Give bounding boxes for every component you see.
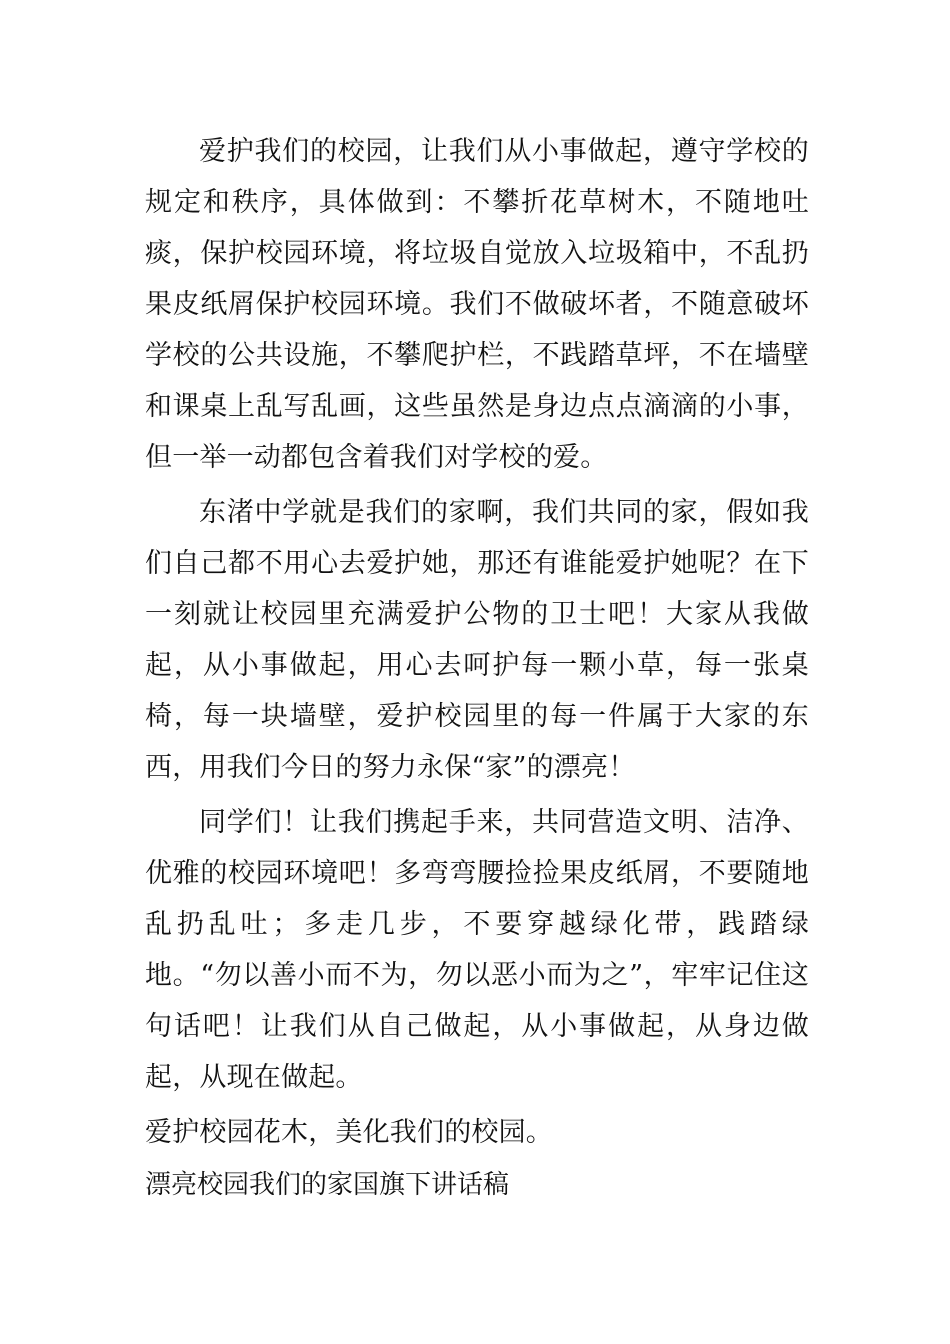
document-footer-title: 漂亮校园我们的家国旗下讲话稿 bbox=[145, 1170, 510, 1200]
paragraph-3: 同学们！让我们携起手来，共同营造文明、洁净、优雅的校园环境吧！多弯弯腰捡捡果皮纸屑，不要随地乱扔乱吐；多走几步，不要穿越绿化带，践踏绿地。“勿以善小而不为，勿以恶小而为之”，牢牢记住这句话吧！让我们从自己做起，从小事做起，从身边做起，从现在做起。 bbox=[145, 807, 809, 1093]
paragraph-2: 东渚中学就是我们的家啊，我们共同的家，假如我们自己都不用心去爱护她，那还有谁能爱护她呢？在下一刻就让校园里充满爱护公物的卫士吧！大家从我做起，从小事做起，用心去呵护每一颗小草，每一张桌椅，每一块墙壁，爱护校园里的每一件属于大家的东西，用我们今日的努力永保“家”的漂亮！ bbox=[145, 497, 809, 783]
paragraph-4: 爱护校园花木，美化我们的校园。 bbox=[145, 1117, 553, 1148]
paragraph-1: 爱护我们的校园，让我们从小事做起，遵守学校的规定和秩序，具体做到：不攀折花草树木，不随地吐痰，保护校园环境，将垃圾自觉放入垃圾箱中，不乱扔果皮纸屑保护校园环境。我们不做破坏者，不随意破坏学校的公共设施，不攀爬护栏，不践踏草坪，不在墙壁和课桌上乱写乱画，这些虽然是身边点点滴滴的小事，但一举一动都包含着我们对学校的爱。 bbox=[145, 136, 809, 473]
document-body bbox=[145, 126, 809, 1208]
